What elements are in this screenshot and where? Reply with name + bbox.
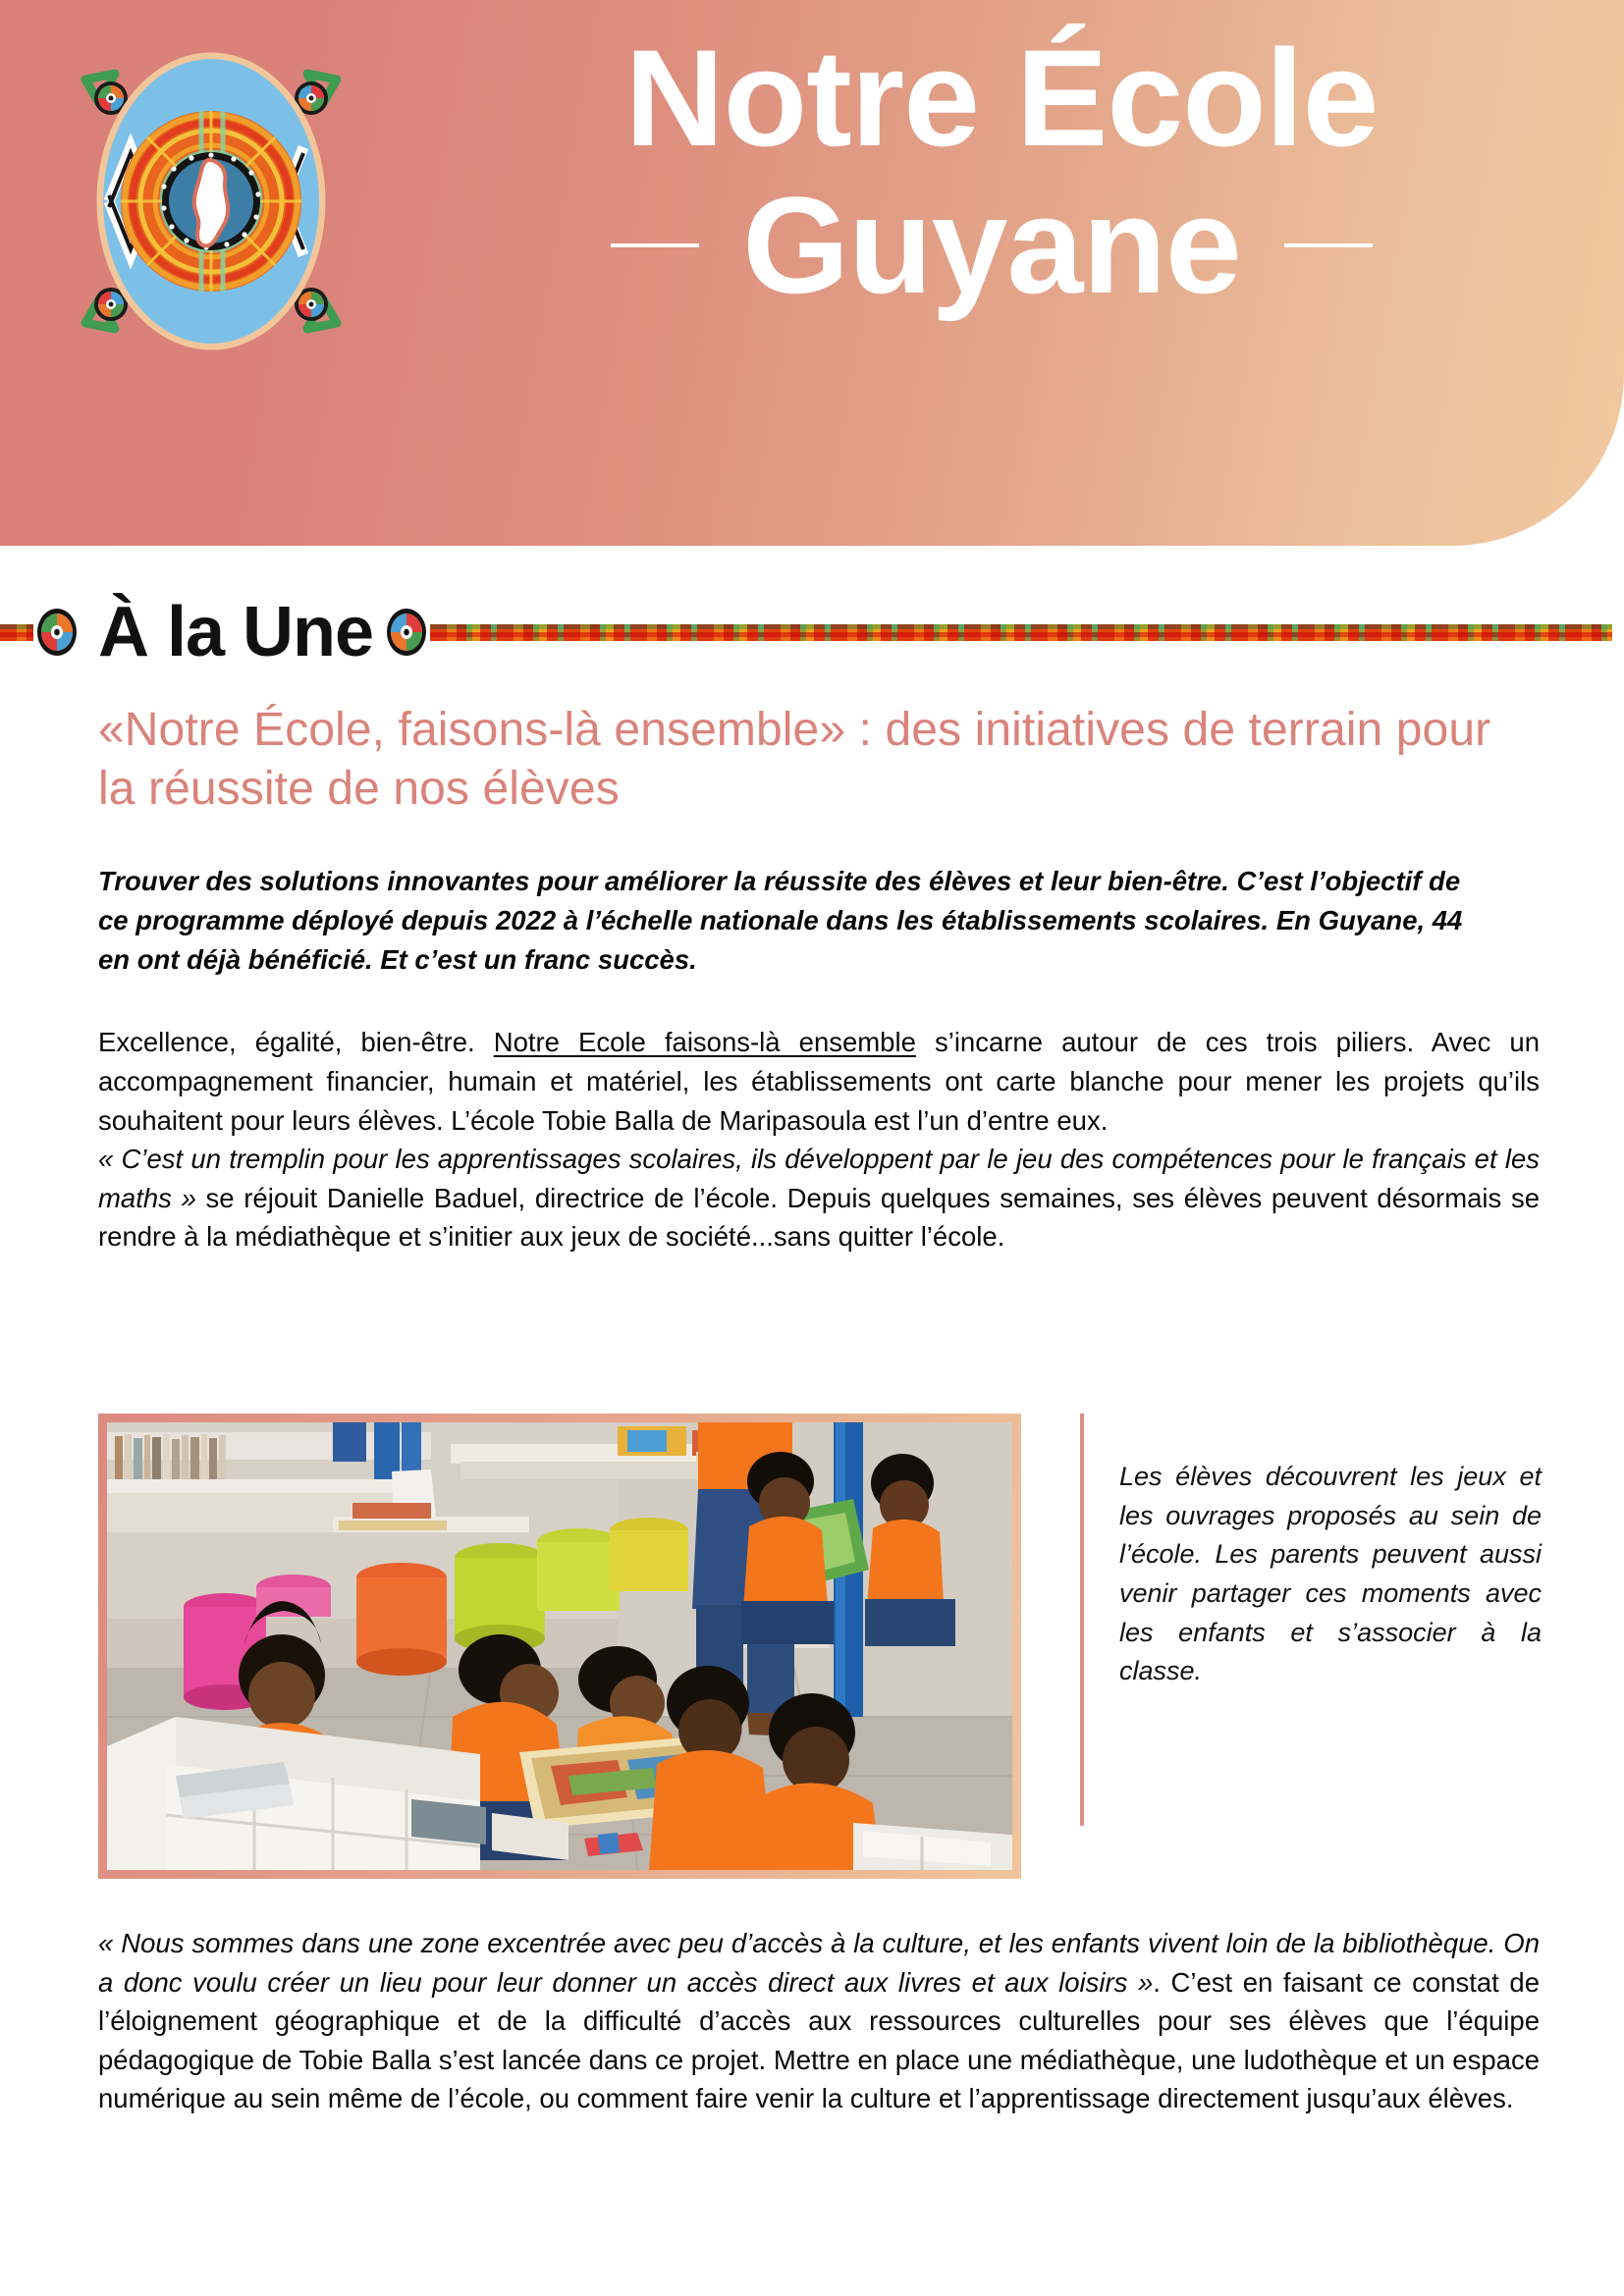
pinwheel-medallion-icon-right	[385, 607, 428, 658]
banner-title-line1: Notre École	[624, 21, 1379, 175]
banner-title-line2: Guyane	[742, 168, 1241, 322]
paragraph2-attribution: se réjouit Danielle Baduel, directrice de l’école. Depuis quelques semaines, ses élèves peuvent désormais se rendre à la médiathèque et s’initier aux jeux de société...sans quitter l’école.	[98, 1182, 1540, 1253]
paragraph1-underlined-program-name: Notre Ecole faisons-là ensemble	[493, 1027, 916, 1058]
paragraph2-quote: « C’est un tremplin pour les apprentissages scolaires, ils développent par le jeu des compétences pour le français et les maths »	[98, 1144, 1540, 1213]
banner-title-line2-row	[452, 168, 1532, 322]
photo-caption-block	[1080, 1414, 1542, 1826]
article-photo	[107, 1422, 1012, 1870]
article-paragraph-2	[98, 1140, 1540, 1256]
paragraph1-lead: Excellence, égalité, bien-être.	[98, 1027, 494, 1058]
banner-title-block	[412, 21, 1532, 322]
paragraph3-rest: . C’est en faisant ce constat de l’éloignement géographique et de la difficulté d’accès aux ressources culturelles pour ses élèves que l’équipe pédagogique de Tobie Balla s’est lancée dans ce projet. Mettre en place une médiathèque, une ludothèque et un espace numérique au sein même de l’école, ou comment faire venir la culture et l’apprentissage directement jusqu’aux élèves.	[98, 1966, 1540, 2114]
article-headline: «Notre École, faisons-là ensemble» : des initiatives de terrain pour la réussite de nos élèves	[98, 704, 1491, 815]
woven-rule-stub-left	[0, 624, 33, 641]
article-chapeau: Trouver des solutions innovantes pour améliorer la réussite des élèves et leur bien-être. C’est l’objectif de ce programme déployé depuis 2022 à l’échelle nationale dans les établissements scolaires. En Guyane, 44 en ont déjà bénéficié. Et c’est un franc succès.	[98, 866, 1463, 976]
photo-caption: Les élèves découvrent les jeux et les ouvrages proposés au sein de l’école. Les parents peuvent aussi venir partager ces moments avec les enfants et s’associer à la classe.	[1119, 1462, 1542, 1686]
woven-rule-long-right	[430, 624, 1612, 641]
logo	[54, 44, 368, 358]
notre-ecole-guyane-mandala-logo-icon	[54, 44, 368, 358]
banner-dash-right-icon	[1284, 243, 1373, 247]
article-paragraph-3	[98, 1924, 1540, 2118]
figure-row	[98, 1414, 1542, 1879]
article-paragraph-1	[98, 1023, 1540, 1140]
section-title: À la Une	[98, 593, 374, 671]
library-scene-illustration	[107, 1422, 1012, 1870]
article	[98, 701, 1540, 1256]
section-heading-row	[0, 585, 1624, 679]
paragraph3-quote: « Nous sommes dans une zone excentrée avec peu d’accès à la culture, et les enfants vivent loin de la bibliothèque. On a donc voulu créer un lieu pour leur donner un accès direct aux livres et aux loisirs »	[98, 1928, 1540, 1998]
banner-dash-left-icon	[611, 243, 699, 247]
photo-frame	[98, 1414, 1021, 1879]
header-banner	[0, 0, 1624, 546]
pinwheel-medallion-icon-left	[35, 607, 79, 658]
paragraph1-tail: s’incarne autour de ces trois piliers. Avec un accompagnement financier, humain et matériel, les établissements ont carte blanche pour mener les projets qu’ils souhaitent pour leurs élèves. L’école Tobie Balla de Maripasoula est l’un d’entre eux.	[98, 1027, 1540, 1136]
